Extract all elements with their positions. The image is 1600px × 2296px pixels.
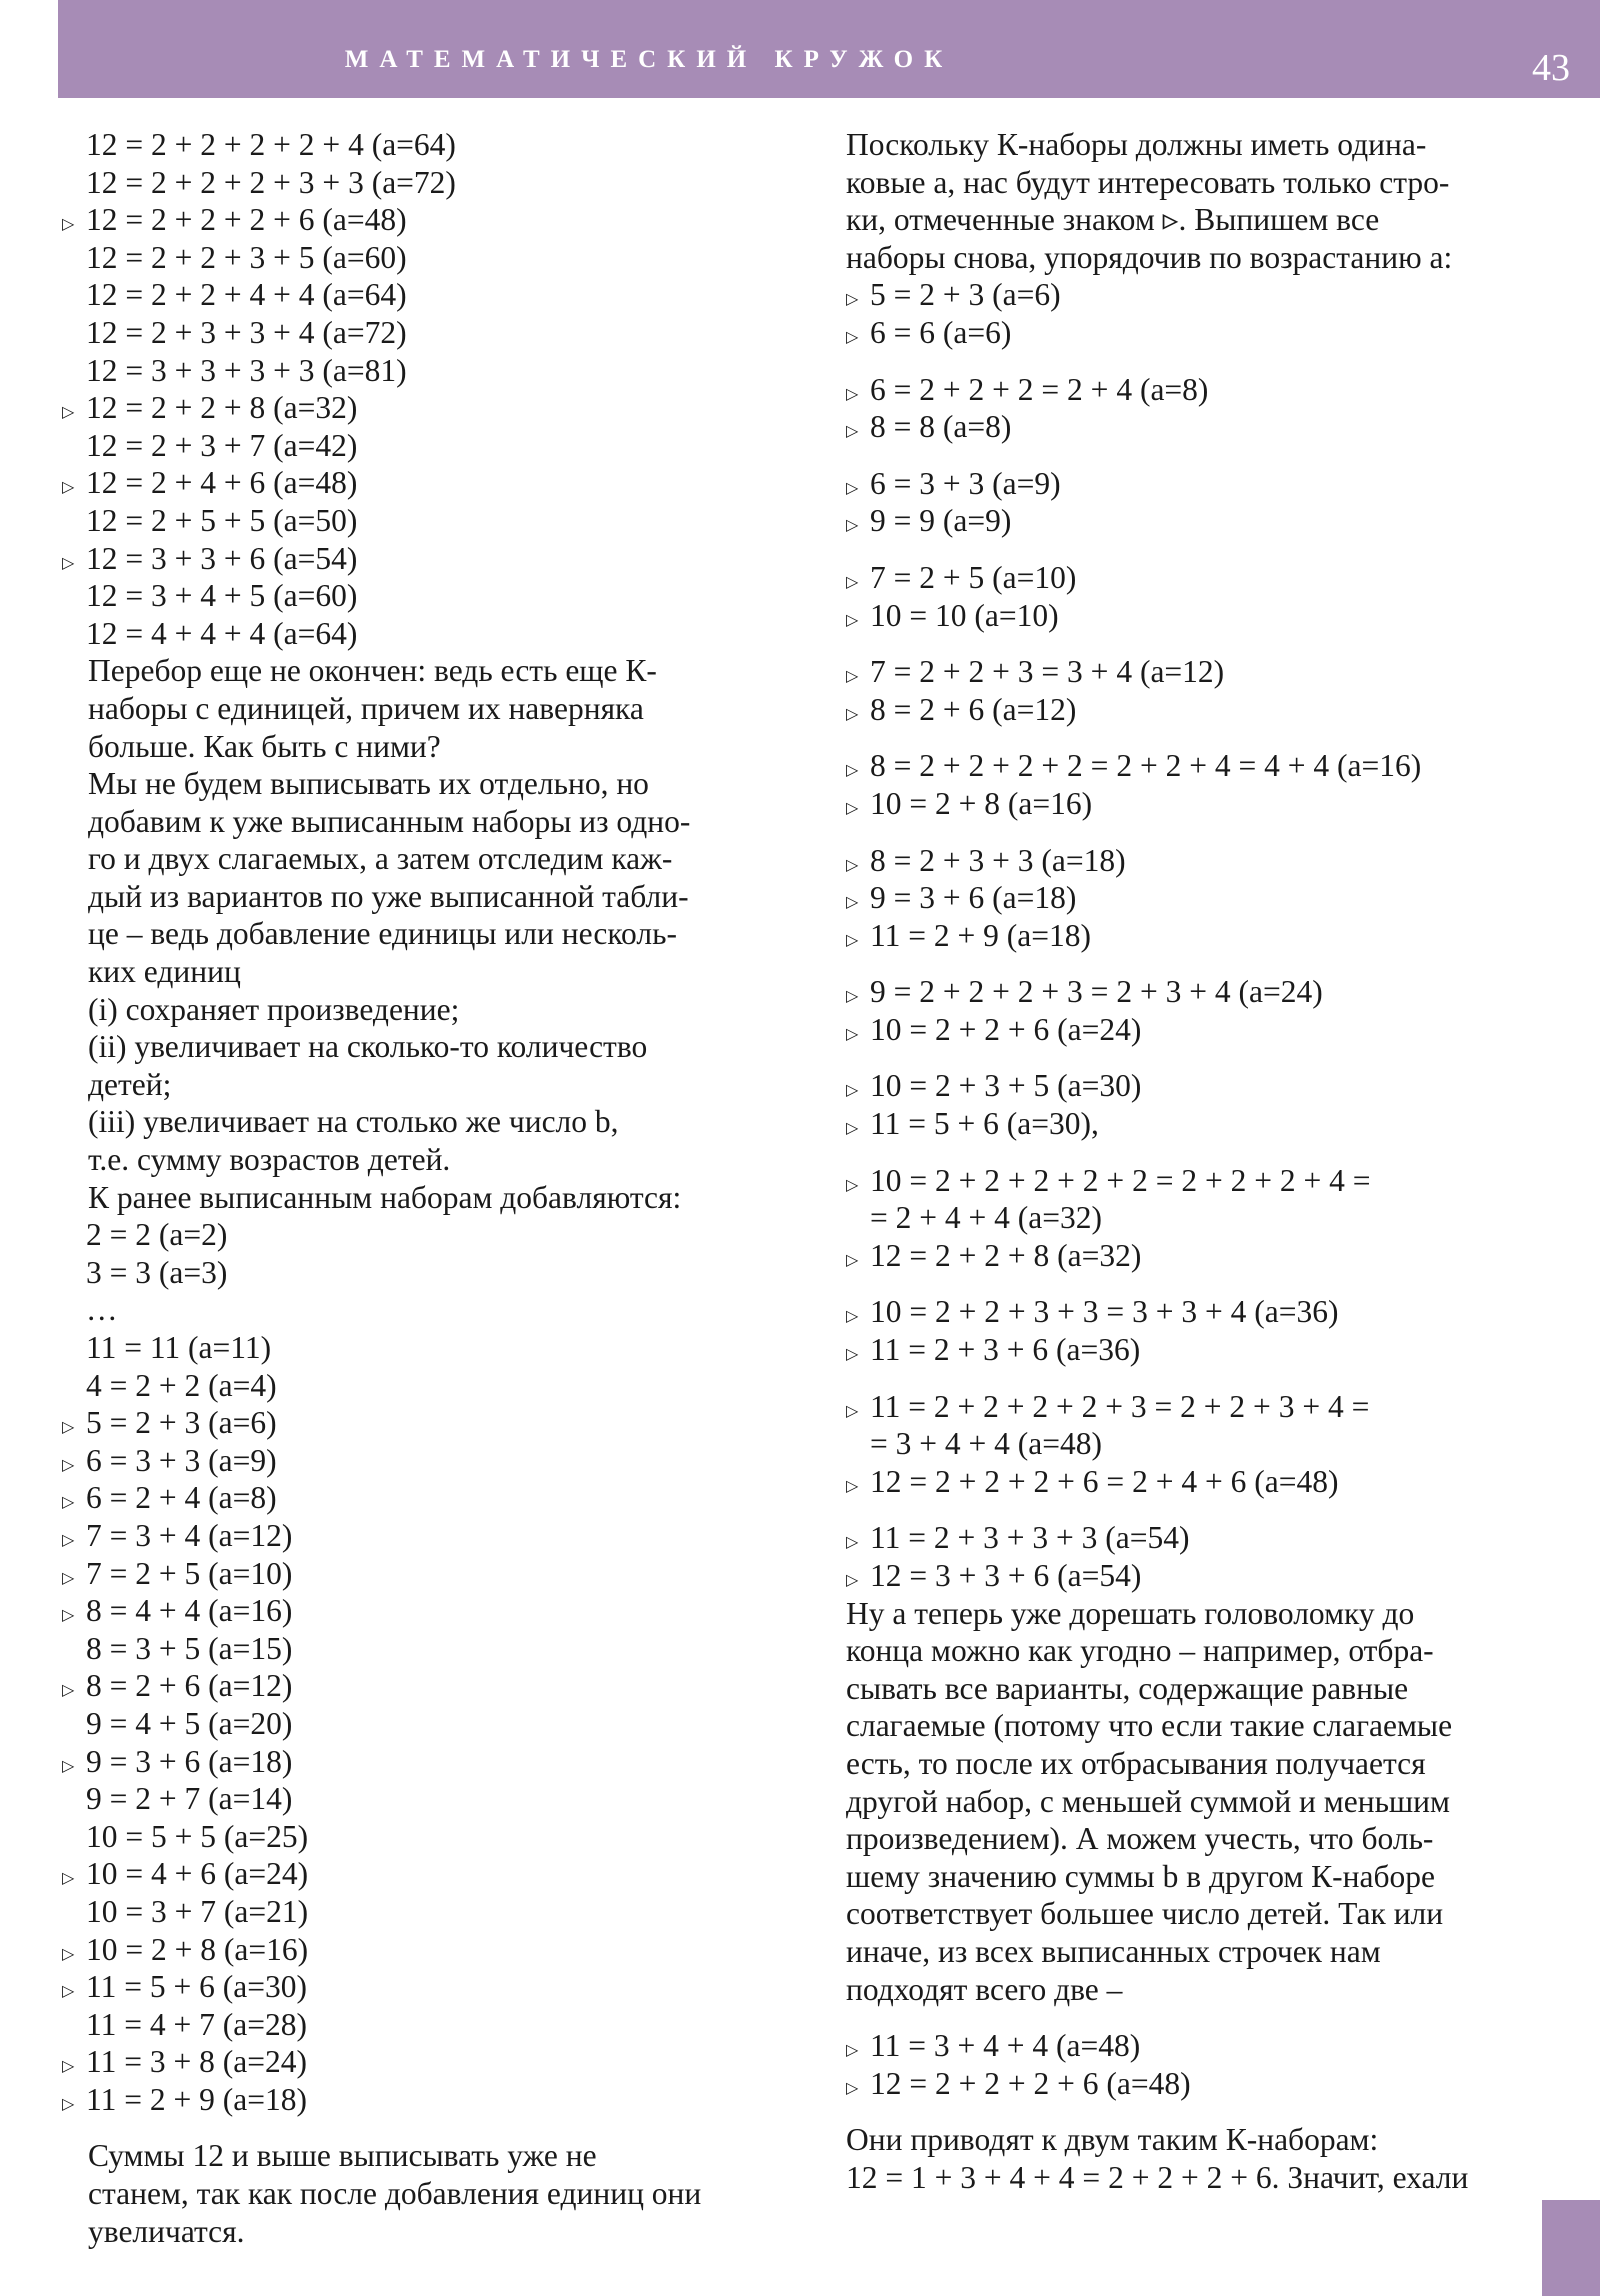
equation-text: 10 = 10 (a=10) xyxy=(870,597,1059,633)
equation-text: 12 = 2 + 2 + 8 (a=32) xyxy=(86,390,358,426)
equation-text: 6 = 6 (a=6) xyxy=(870,314,1012,350)
equation-text: 12 = 2 + 2 + 2 + 2 + 4 (a=64) xyxy=(86,127,456,162)
line-text: соответствует большее число детей. Так или xyxy=(846,1896,1444,1932)
equation-row xyxy=(88,1818,756,1856)
equation-text: 10 = 3 + 7 (a=21) xyxy=(86,1893,309,1929)
triangle-marker-icon: ▷ xyxy=(846,988,859,1006)
equation-text: 11 = 2 + 3 + 3 + 3 (a=54) xyxy=(870,1520,1190,1556)
section-title: МАТЕМАТИЧЕСКИЙ КРУЖОК xyxy=(344,46,954,73)
equation-text: 8 = 2 + 6 (a=12) xyxy=(86,1668,293,1704)
equation-row xyxy=(88,126,756,164)
equation-row xyxy=(846,879,1540,917)
paragraph-line xyxy=(88,728,756,766)
line-text: произведением). А можем учесть, что боль- xyxy=(846,1821,1434,1857)
paragraph-line xyxy=(846,1707,1540,1745)
triangle-marker-icon: ▷ xyxy=(62,216,75,234)
paragraph-line xyxy=(846,1632,1540,1670)
equation-text: = 2 + 4 + 4 (a=32) xyxy=(870,1200,1103,1236)
paragraph-line xyxy=(88,803,756,841)
triangle-marker-icon: ▷ xyxy=(846,1534,859,1552)
page-header xyxy=(58,0,1600,98)
equation-row xyxy=(62,1404,756,1442)
equation-text: 7 = 2 + 5 (a=10) xyxy=(86,1555,293,1591)
equation-text: 10 = 2 + 8 (a=16) xyxy=(870,785,1093,821)
equation-text: 12 = 2 + 2 + 3 + 5 (a=60) xyxy=(86,239,407,275)
triangle-marker-icon: ▷ xyxy=(846,2079,859,2097)
line-text: подходят всего две – xyxy=(846,1971,1123,2007)
paragraph-line xyxy=(88,690,756,728)
triangle-marker-icon: ▷ xyxy=(62,1494,75,1512)
triangle-marker-icon: ▷ xyxy=(62,1531,75,1549)
equation-row xyxy=(88,352,756,390)
equation-text: 6 = 2 + 2 + 2 = 2 + 4 (a=8) xyxy=(870,371,1209,407)
equation-row xyxy=(88,239,756,277)
equation-row xyxy=(846,502,1540,540)
equation-row xyxy=(62,464,756,502)
triangle-marker-icon: ▷ xyxy=(62,1456,75,1474)
equation-row xyxy=(62,1517,756,1555)
triangle-marker-icon: ▷ xyxy=(846,1120,859,1138)
spacer xyxy=(846,1048,1540,1067)
equation-row xyxy=(62,2081,756,2119)
line-text: (iii) увеличивает на столько же число b, xyxy=(88,1104,619,1140)
equation-text: 10 = 4 + 6 (a=24) xyxy=(86,1856,309,1892)
paragraph-line xyxy=(88,840,756,878)
triangle-marker-icon: ▷ xyxy=(846,1251,859,1269)
paragraph-line xyxy=(846,164,1540,202)
equation-row xyxy=(62,2043,756,2081)
equation-row xyxy=(846,1463,1540,1501)
equation-text: 11 = 2 + 3 + 6 (a=36) xyxy=(870,1332,1141,1368)
list-item-ii xyxy=(88,1066,756,1104)
equation-row xyxy=(846,1519,1540,1557)
equation-text: 8 = 2 + 3 + 3 (a=18) xyxy=(870,842,1126,878)
answer-row xyxy=(846,2065,1540,2103)
paragraph-line xyxy=(846,1895,1540,1933)
equation-text: 6 = 3 + 3 (a=9) xyxy=(86,1442,277,1478)
equation-text: 4 = 2 + 2 (a=4) xyxy=(86,1367,277,1403)
equation-text: 9 = 9 (a=9) xyxy=(870,503,1012,539)
triangle-marker-icon: ▷ xyxy=(846,856,859,874)
line-text: увеличатся. xyxy=(88,2213,245,2249)
equation-row xyxy=(88,1780,756,1818)
paragraph-line xyxy=(88,878,756,916)
equation-text: 8 = 3 + 5 (a=15) xyxy=(86,1630,293,1666)
equation-row xyxy=(62,1743,756,1781)
paragraph-line xyxy=(88,915,756,953)
equation-text: 12 = 2 + 3 + 7 (a=42) xyxy=(86,427,358,463)
line-text: це – ведь добавление единицы или несколь- xyxy=(88,916,677,952)
paragraph-line xyxy=(846,239,1540,277)
triangle-marker-icon: ▷ xyxy=(846,611,859,629)
paragraph-line xyxy=(88,1179,756,1217)
right-column xyxy=(846,126,1540,2197)
equation-text: 5 = 2 + 3 (a=6) xyxy=(870,277,1061,313)
equation-row xyxy=(846,597,1540,635)
triangle-marker-icon: ▷ xyxy=(846,2042,859,2060)
line-text: детей; xyxy=(88,1066,172,1102)
equation-row xyxy=(88,1329,756,1367)
equation-row xyxy=(88,1367,756,1405)
equation-text: 7 = 2 + 5 (a=10) xyxy=(870,559,1077,595)
equation-text: 12 = 3 + 3 + 6 (a=54) xyxy=(86,540,358,576)
equation-row xyxy=(88,615,756,653)
line-text: есть, то после их отбрасывания получается xyxy=(846,1745,1426,1781)
triangle-marker-icon: ▷ xyxy=(62,1682,75,1700)
triangle-marker-icon: ▷ xyxy=(846,385,859,403)
equation-row xyxy=(88,1254,756,1292)
triangle-marker-icon: ▷ xyxy=(62,2095,75,2113)
equation-text: 12 = 2 + 3 + 3 + 4 (a=72) xyxy=(86,314,407,350)
paragraph-line xyxy=(88,652,756,690)
paragraph-line xyxy=(846,1670,1540,1708)
equation-text: 11 = 5 + 6 (a=30) xyxy=(86,1969,307,2005)
equation-row xyxy=(62,1592,756,1630)
paragraph-line xyxy=(846,126,1540,164)
triangle-marker-icon: ▷ xyxy=(62,1569,75,1587)
triangle-marker-icon: ▷ xyxy=(62,1757,75,1775)
triangle-marker-icon: ▷ xyxy=(846,291,859,309)
line-text: К ранее выписанным наборам добавляются: xyxy=(88,1179,682,1215)
equation-text: 8 = 4 + 4 (a=16) xyxy=(86,1593,293,1629)
paragraph-line xyxy=(846,2159,1540,2197)
equation-text: 3 = 3 (a=3) xyxy=(86,1254,228,1290)
equation-text: 7 = 2 + 2 + 3 = 3 + 4 (a=12) xyxy=(870,654,1225,690)
equation-text: 12 = 2 + 2 + 2 + 3 + 3 (a=72) xyxy=(86,164,456,200)
line-text: (i) сохраняет произведение; xyxy=(88,991,460,1027)
equation-text: 10 = 2 + 3 + 5 (a=30) xyxy=(870,1068,1142,1104)
triangle-marker-icon: ▷ xyxy=(62,1870,75,1888)
spacer xyxy=(846,1143,1540,1162)
line-text: иначе, из всех выписанных строчек нам xyxy=(846,1933,1381,1969)
line-text: т.е. сумму возрастов детей. xyxy=(88,1142,451,1178)
triangle-marker-icon: ▷ xyxy=(846,1176,859,1194)
equation-row xyxy=(88,1291,756,1329)
equation-row xyxy=(62,1931,756,1969)
line-text: сывать все варианты, содержащие равные xyxy=(846,1670,1409,1706)
list-item-iii xyxy=(88,1141,756,1179)
equation-row xyxy=(88,427,756,465)
equation-row xyxy=(846,1237,1540,1275)
triangle-marker-icon: ▷ xyxy=(846,1308,859,1326)
line-text: станем, так как после добавления единиц они xyxy=(88,2176,702,2212)
line-text: Суммы 12 и выше выписывать уже не xyxy=(88,2138,597,2174)
equation-row xyxy=(846,1293,1540,1331)
page-number: 43 xyxy=(1532,47,1570,89)
equation-text: 11 = 2 + 2 + 2 + 2 + 3 = 2 + 2 + 3 + 4 = xyxy=(870,1388,1370,1424)
triangle-marker-icon: ▷ xyxy=(846,799,859,817)
line-text: ковые a, нас будут интересовать только стро- xyxy=(846,164,1450,200)
triangle-marker-icon: ▷ xyxy=(846,1082,859,1100)
equation-row xyxy=(846,276,1540,314)
line-text: конца можно как угодно – например, отбра- xyxy=(846,1633,1434,1669)
equation-text: 11 = 3 + 4 + 4 (a=48) xyxy=(870,2028,1141,2064)
equation-row xyxy=(846,1011,1540,1049)
line-text: Перебор еще не окончен: ведь есть еще К- xyxy=(88,653,657,689)
equation-text: 11 = 2 + 9 (a=18) xyxy=(870,917,1091,953)
equation-row xyxy=(846,1162,1540,1200)
triangle-marker-icon: ▷ xyxy=(846,423,859,441)
equation-row xyxy=(88,1705,756,1743)
equation-text: 12 = 3 + 4 + 5 (a=60) xyxy=(86,578,358,614)
equation-text: 12 = 2 + 5 + 5 (a=50) xyxy=(86,502,358,538)
equation-text: 9 = 2 + 7 (a=14) xyxy=(86,1781,293,1817)
equation-text: 6 = 2 + 4 (a=8) xyxy=(86,1480,277,1516)
equation-row xyxy=(62,1855,756,1893)
spacer xyxy=(846,2008,1540,2027)
equation-text: 12 = 2 + 2 + 2 + 6 (a=48) xyxy=(86,202,407,238)
equation-text: 8 = 2 + 2 + 2 + 2 = 2 + 2 + 4 = 4 + 4 (a=16) xyxy=(870,748,1422,784)
equation-text: 9 = 4 + 5 (a=20) xyxy=(86,1705,293,1741)
equation-text: 11 = 5 + 6 (a=30), xyxy=(870,1106,1099,1142)
equation-row xyxy=(62,540,756,578)
triangle-marker-icon: ▷ xyxy=(846,931,859,949)
equation-text: 10 = 2 + 8 (a=16) xyxy=(86,1931,309,1967)
equation-row xyxy=(88,276,756,314)
line-text: ки, отмеченные знаком ▹. Выпишем все xyxy=(846,202,1380,238)
equation-text: 12 = 2 + 2 + 4 + 4 (a=64) xyxy=(86,277,407,313)
equation-text: 12 = 3 + 3 + 3 + 3 (a=81) xyxy=(86,352,407,388)
equation-text: 9 = 2 + 2 + 2 + 3 = 2 + 3 + 4 (a=24) xyxy=(870,974,1323,1010)
page-corner-bar xyxy=(1542,2200,1600,2296)
equation-text: 10 = 2 + 2 + 2 + 2 + 2 = 2 + 2 + 2 + 4 = xyxy=(870,1162,1371,1198)
equation-text: 11 = 2 + 9 (a=18) xyxy=(86,2081,307,2117)
equation-row xyxy=(846,408,1540,446)
triangle-marker-icon: ▷ xyxy=(62,1983,75,2001)
paragraph-line xyxy=(846,1745,1540,1783)
triangle-marker-icon: ▷ xyxy=(846,1402,859,1420)
equation-text: 11 = 11 (a=11) xyxy=(86,1330,272,1365)
triangle-marker-icon: ▷ xyxy=(846,573,859,591)
line-text: наборы с единицей, причем их наверняка xyxy=(88,690,644,726)
equation-text: 10 = 2 + 2 + 3 + 3 = 3 + 3 + 4 (a=36) xyxy=(870,1294,1339,1330)
spacer xyxy=(846,823,1540,842)
list-item-i xyxy=(88,991,756,1029)
triangle-marker-icon: ▷ xyxy=(62,1419,75,1437)
paragraph-line xyxy=(846,1783,1540,1821)
left-column xyxy=(62,126,756,2250)
equation-text: … xyxy=(86,1292,118,1328)
equation-text: 12 = 2 + 2 + 2 + 6 = 2 + 4 + 6 (a=48) xyxy=(870,1463,1339,1499)
answer-row xyxy=(846,2027,1540,2065)
triangle-marker-icon: ▷ xyxy=(846,479,859,497)
equation-text: 11 = 4 + 7 (a=28) xyxy=(86,2006,307,2042)
equation-text: 12 = 2 + 2 + 8 (a=32) xyxy=(870,1237,1142,1273)
equation-row xyxy=(62,201,756,239)
equation-row xyxy=(88,1216,756,1254)
equation-text: 12 = 2 + 4 + 6 (a=48) xyxy=(86,465,358,501)
line-text: (ii) увеличивает на сколько-то количество xyxy=(88,1029,648,1065)
equation-text: 9 = 3 + 6 (a=18) xyxy=(870,880,1077,916)
spacer xyxy=(846,446,1540,465)
triangle-marker-icon: ▷ xyxy=(846,894,859,912)
paragraph-line xyxy=(846,1595,1540,1633)
equation-text: 11 = 3 + 8 (a=24) xyxy=(86,2044,307,2080)
equation-text: 8 = 8 (a=8) xyxy=(870,409,1012,445)
equation-row xyxy=(62,1555,756,1593)
equation-row xyxy=(846,371,1540,409)
triangle-marker-icon: ▷ xyxy=(62,2058,75,2076)
equation-row xyxy=(846,1425,1540,1463)
equation-text: 2 = 2 (a=2) xyxy=(86,1217,228,1253)
equation-text: 9 = 3 + 6 (a=18) xyxy=(86,1743,293,1779)
triangle-marker-icon: ▷ xyxy=(846,328,859,346)
paragraph-line xyxy=(846,1971,1540,2009)
equation-text: 8 = 2 + 6 (a=12) xyxy=(870,691,1077,727)
equation-row xyxy=(846,785,1540,823)
equation-row xyxy=(62,1667,756,1705)
spacer xyxy=(88,2118,756,2137)
equation-row xyxy=(846,973,1540,1011)
paragraph-line xyxy=(88,765,756,803)
equation-row xyxy=(846,559,1540,597)
equation-row xyxy=(88,1893,756,1931)
equation-row xyxy=(846,917,1540,955)
triangle-marker-icon: ▷ xyxy=(62,479,75,497)
spacer xyxy=(846,2102,1540,2121)
equation-row xyxy=(88,502,756,540)
equation-row xyxy=(88,1630,756,1668)
equation-text: 12 = 4 + 4 + 4 (a=64) xyxy=(86,615,358,651)
paragraph-line xyxy=(846,1933,1540,1971)
equation-row xyxy=(846,1331,1540,1369)
equation-text: = 3 + 4 + 4 (a=48) xyxy=(870,1426,1103,1462)
equation-row xyxy=(62,389,756,427)
equation-text: 6 = 3 + 3 (a=9) xyxy=(870,465,1061,501)
equation-row xyxy=(846,1388,1540,1426)
triangle-marker-icon: ▷ xyxy=(62,554,75,572)
equation-row xyxy=(846,747,1540,785)
line-text: другой набор, с меньшей суммой и меньшим xyxy=(846,1783,1450,1819)
line-text: слагаемые (потому что если такие слагаемые xyxy=(846,1708,1453,1744)
spacer xyxy=(846,954,1540,973)
line-text: Они приводят к двум таким К-наборам: xyxy=(846,2122,1379,2158)
paragraph-line xyxy=(846,201,1540,239)
triangle-marker-icon: ▷ xyxy=(846,762,859,780)
line-text: больше. Как быть с ними? xyxy=(88,728,441,764)
equation-row xyxy=(846,1105,1540,1143)
equation-row xyxy=(846,691,1540,729)
equation-row xyxy=(846,1067,1540,1105)
triangle-marker-icon: ▷ xyxy=(846,1572,859,1589)
triangle-marker-icon: ▷ xyxy=(62,1945,75,1963)
equation-text: 7 = 3 + 4 (a=12) xyxy=(86,1517,293,1553)
spacer xyxy=(846,1500,1540,1519)
equation-row xyxy=(846,1199,1540,1237)
equation-row xyxy=(88,2006,756,2044)
line-text: Поскольку К-наборы должны иметь одина- xyxy=(846,127,1427,162)
line-text: дый из вариантов по уже выписанной табли- xyxy=(88,878,689,914)
line-text: добавим к уже выписанным наборы из одно- xyxy=(88,803,691,839)
triangle-marker-icon: ▷ xyxy=(846,1477,859,1495)
line-text: Ну а теперь уже дорешать головоломку до xyxy=(846,1595,1415,1631)
paragraph-line xyxy=(88,2175,756,2213)
spacer xyxy=(846,540,1540,559)
spacer xyxy=(846,352,1540,371)
line-text: го и двух слагаемых, а затем отследим каж- xyxy=(88,841,673,877)
equation-row xyxy=(88,577,756,615)
equation-text: 5 = 2 + 3 (a=6) xyxy=(86,1405,277,1441)
line-text: 12 = 1 + 3 + 4 + 4 = 2 + 2 + 2 + 6. Значит, ехали xyxy=(846,2159,1469,2195)
spacer xyxy=(846,1274,1540,1293)
triangle-marker-icon: ▷ xyxy=(846,668,859,686)
equation-row xyxy=(88,164,756,202)
spacer xyxy=(846,1369,1540,1388)
paragraph-line xyxy=(846,1858,1540,1896)
paragraph-line xyxy=(846,1820,1540,1858)
equation-row xyxy=(846,465,1540,503)
equation-row xyxy=(846,842,1540,880)
equation-row xyxy=(846,314,1540,352)
equation-row xyxy=(62,1442,756,1480)
line-text: Мы не будем выписывать их отдельно, но xyxy=(88,766,649,802)
equation-row xyxy=(846,1557,1540,1595)
equation-row xyxy=(88,314,756,352)
equation-row xyxy=(846,653,1540,691)
paragraph-line xyxy=(88,2137,756,2175)
paragraph-line xyxy=(88,2213,756,2251)
equation-text: 12 = 3 + 3 + 6 (a=54) xyxy=(870,1558,1142,1593)
equation-text: 10 = 2 + 2 + 6 (a=24) xyxy=(870,1011,1142,1047)
equation-text: 12 = 2 + 2 + 2 + 6 (a=48) xyxy=(870,2065,1191,2101)
list-item-iii xyxy=(88,1103,756,1141)
line-text: наборы снова, упорядочив по возрастанию a: xyxy=(846,239,1453,275)
line-text: ких единиц xyxy=(88,954,241,990)
triangle-marker-icon: ▷ xyxy=(846,1346,859,1364)
triangle-marker-icon: ▷ xyxy=(62,404,75,422)
equation-row xyxy=(62,1479,756,1517)
spacer xyxy=(846,728,1540,747)
line-text: шему значению суммы b в другом К-наборе xyxy=(846,1858,1435,1894)
triangle-marker-icon: ▷ xyxy=(62,1607,75,1625)
list-item-ii xyxy=(88,1028,756,1066)
spacer xyxy=(846,634,1540,653)
triangle-marker-icon: ▷ xyxy=(846,517,859,535)
equation-text: 10 = 5 + 5 (a=25) xyxy=(86,1818,309,1854)
equation-row xyxy=(62,1968,756,2006)
paragraph-line xyxy=(846,2121,1540,2159)
triangle-marker-icon: ▷ xyxy=(846,705,859,723)
triangle-marker-icon: ▷ xyxy=(846,1025,859,1043)
paragraph-line xyxy=(88,953,756,991)
